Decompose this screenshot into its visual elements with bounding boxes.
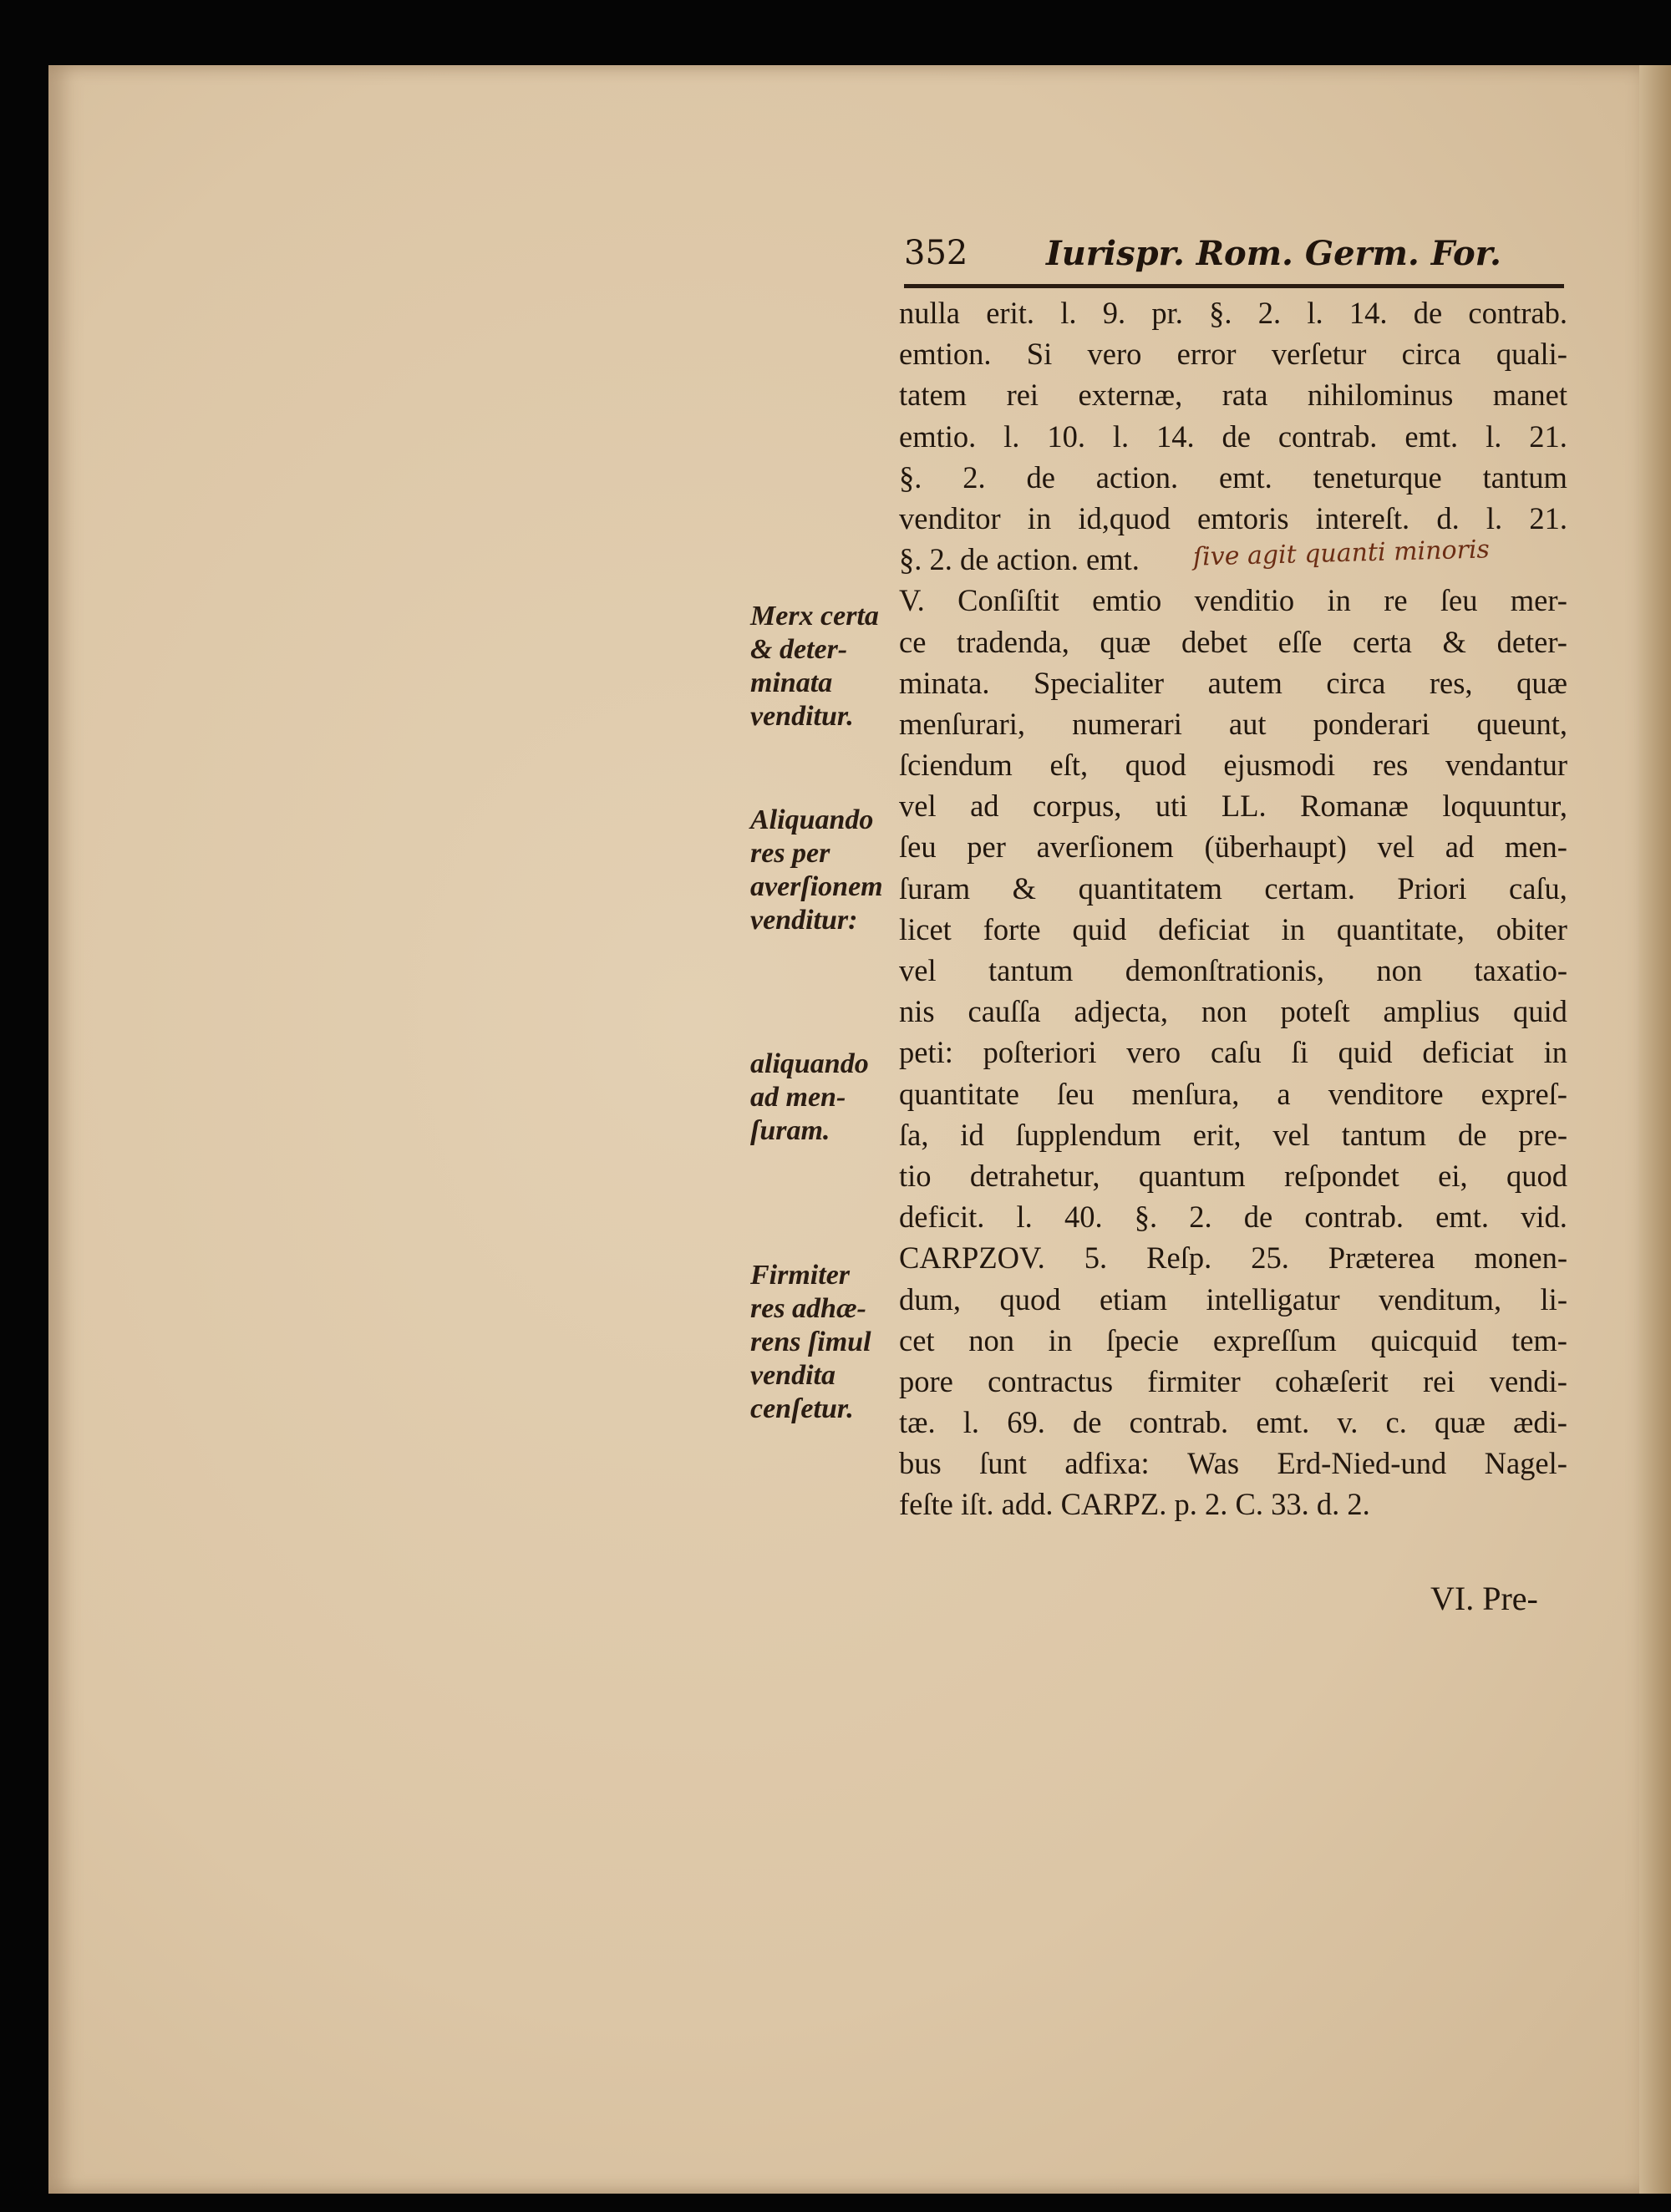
text-line: minata. Specialiter autem circa res, quæ <box>899 665 1567 700</box>
text-line: tio detrahetur, quantum reſpondet ei, quod <box>899 1158 1567 1193</box>
text-line: nis cauſſa adjecta, non poteſt amplius quid <box>899 994 1567 1029</box>
main-text <box>899 292 1567 1525</box>
handwritten-annotation: ſive agit quanti minoris <box>1192 535 1491 572</box>
text-line: bus ſunt adfixa: Was Erd-Nied-und Nagel- <box>899 1446 1567 1481</box>
marginal-note: Aliquando res per averſionem venditur: <box>750 804 883 936</box>
text-line: dum, quod etiam intelligatur venditum, li- <box>899 1281 1567 1317</box>
text-line: nulla erit. l. 9. pr. §. 2. l. 14. de contrab. <box>899 296 1567 330</box>
text-line: pore contractus firmiter cohæſerit rei vendi- <box>899 1363 1567 1398</box>
text-line: ſuram & quantitatem certam. Priori caſu, <box>899 870 1567 906</box>
text-line: V. Conſiſtit emtio venditio in re ſeu mer- <box>899 583 1567 618</box>
text-line: licet forte quid deficiat in quantitate, obiter <box>899 911 1567 946</box>
text-line: CARPZOV. 5. Reſp. 25. Præterea monen- <box>899 1240 1567 1276</box>
text-line: peti: poſteriori vero caſu ſi quid deficiat in <box>899 1035 1567 1070</box>
running-title: Iurispr. Rom. Germ. For. <box>1046 234 1501 273</box>
text-line: tatem rei externæ, rata nihilominus manet <box>899 378 1567 413</box>
text-line: deficit. l. 40. §. 2. de contrab. emt. vid. <box>899 1200 1567 1235</box>
text-line: vel ad corpus, uti LL. Romanæ loquuntur, <box>899 789 1567 824</box>
text-line: ſciendum eſt, quod ejusmodi res vendantur <box>899 748 1567 783</box>
page-right-edge <box>1639 65 1671 2194</box>
text-line: venditor in id,quod emtoris intereſt. d. l. 21. <box>899 500 1567 535</box>
page-number: 352 <box>904 234 968 272</box>
catchword: VI. Pre- <box>1430 1580 1538 1617</box>
text-line: §. 2. de action. emt. <box>899 542 1140 577</box>
text-line: ſeu per averſionem (überhaupt) vel ad men- <box>899 830 1567 865</box>
text-line: §. 2. de action. emt. teneturque tantum <box>899 459 1567 495</box>
header-rule <box>904 284 1564 288</box>
text-line: feſte iſt. add. CARPZ. p. 2. C. 33. d. 2. <box>899 1487 1370 1522</box>
text-line: ſa, id ſupplendum erit, vel tantum de pre- <box>899 1117 1567 1152</box>
text-line: quantitate ſeu menſura, a venditore expreſ- <box>899 1076 1567 1111</box>
text-line: emtion. Si vero error verſetur circa quali- <box>899 337 1567 372</box>
text-line: vel tantum demonſtrationis, non taxatio- <box>899 953 1567 987</box>
page-header <box>904 226 1564 276</box>
marginal-note: Firmiter res adhæ- rens ſimul vendita cenſetur. <box>750 1260 871 1424</box>
text-line: cet non in ſpecie expreſſum quicquid tem- <box>899 1322 1567 1357</box>
marginal-note: aliquando ad men- ſuram. <box>750 1048 869 1146</box>
text-line: tæ. l. 69. de contrab. emt. v. c. quæ ædi- <box>899 1405 1567 1440</box>
text-line: menſurari, numerari aut ponderari queunt, <box>899 706 1567 741</box>
text-line: ce tradenda, quæ debet eſſe certa & deter- <box>899 624 1567 659</box>
text-line: emtio. l. 10. l. 14. de contrab. emt. l. 21. <box>899 419 1567 454</box>
marginal-note: Merx certa & deter- minata venditur. <box>750 601 879 732</box>
